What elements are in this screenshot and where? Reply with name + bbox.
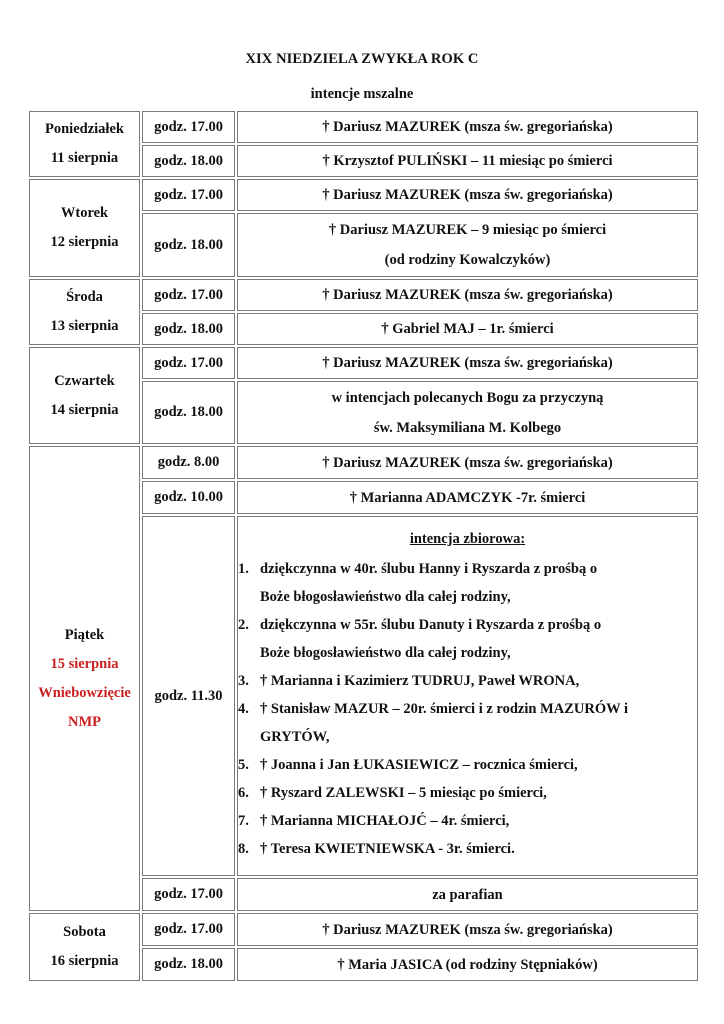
list-item: 8. † Teresa KWIETNIEWSKA - 3r. śmierci. [238,841,515,857]
list-item: 7. † Marianna MICHAŁOJĆ – 4r. śmierci, [238,813,510,829]
mass-intention [237,381,698,444]
list-item: 3. † Marianna i Kazimierz TUDRUJ, Paweł WRONA, [238,673,580,689]
day-date: 16 sierpnia [50,953,119,969]
mass-hour: godz. 17.00 [142,913,235,946]
collective-intention-list [238,555,697,863]
day-date: 12 sierpnia [50,234,119,250]
feast-name: NMP [67,713,101,730]
page-title: XIX NIEDZIELA ZWYKŁA ROK C [245,51,479,67]
day-cell [29,446,140,911]
mass-intention [237,347,698,379]
intention-line: w intencjach polecanych Bogu za przyczyną [331,389,604,406]
mass-intention [237,111,698,143]
intention-line: za parafian [432,886,503,903]
day-date: 14 sierpnia [50,401,119,418]
intention-line: † Marianna ADAMCZYK -7r. śmierci [349,489,586,506]
day-date: 11 sierpnia [50,150,119,166]
table-row [29,446,698,479]
mass-intention [237,913,698,946]
list-item: 2. dziękczynna w 55r. ślubu Danuty i Ryszarda z prośbą o Boże błogosławieństwo dla całej rodziny, [238,617,602,661]
table-row [29,111,698,143]
mass-hour: godz. 17.00 [142,347,235,379]
mass-intention [237,481,698,514]
collective-intention-title: intencja zbiorowa: [409,531,526,547]
mass-hour: godz. 10.00 [142,481,235,514]
mass-intention [237,279,698,311]
mass-intention [237,446,698,479]
mass-intention [237,179,698,211]
list-item: 4. † Stanisław MAZUR – 20r. śmierci i z rodzin MAZURÓW i GRYTÓW, [238,701,629,745]
day-cell [29,279,140,345]
day-name: Sobota [63,924,106,940]
day-date: 15 sierpnia [50,655,119,672]
list-item: 6. † Ryszard ZALEWSKI – 5 miesiąc po śmierci, [238,785,547,801]
mass-hour: godz. 8.00 [142,446,235,479]
mass-intention [237,213,698,277]
mass-hour: godz. 18.00 [142,948,235,981]
intention-line: † Dariusz MAZUREK (msza św. gregoriańska) [322,355,613,371]
intention-line: † Krzysztof PULIŃSKI – 11 miesiąc po śmierci [322,153,613,169]
day-name: Poniedziałek [45,121,124,137]
collective-intention [237,516,698,876]
table-row [29,913,698,946]
intention-line: (od rodziny Kowalczyków) [384,252,551,268]
table-row [29,279,698,311]
mass-schedule-table [27,109,700,983]
mass-hour: godz. 11.30 [142,516,235,876]
mass-hour: godz. 18.00 [142,145,235,177]
intention-line: św. Maksymiliana M. Kolbego [373,419,562,436]
mass-hour: godz. 18.00 [142,213,235,277]
mass-hour: godz. 17.00 [142,111,235,143]
day-name: Wtorek [60,205,109,221]
day-name: Środa [66,289,103,305]
intention-line: † Dariusz MAZUREK – 9 miesiąc po śmierci [328,222,607,238]
mass-hour: godz. 17.00 [142,179,235,211]
mass-intention [237,145,698,177]
list-item: 1. dziękczynna w 40r. ślubu Hanny i Ryszarda z prośbą o Boże błogosławieństwo dla całej rodziny, [238,561,598,605]
day-cell [29,913,140,981]
day-date: 13 sierpnia [50,318,119,334]
mass-intention [237,948,698,981]
day-name: Czwartek [54,372,115,389]
page-subtitle: intencje mszalne [310,86,414,102]
mass-hour: godz. 17.00 [142,279,235,311]
mass-intention [237,313,698,345]
day-cell [29,347,140,444]
table-row [29,347,698,379]
intention-line: † Gabriel MAJ – 1r. śmierci [381,321,554,337]
mass-hour: godz. 18.00 [142,313,235,345]
intention-line: † Dariusz MAZUREK (msza św. gregoriańska) [322,454,613,471]
intention-line: † Dariusz MAZUREK (msza św. gregoriańska) [322,921,613,938]
intention-line: † Dariusz MAZUREK (msza św. gregoriańska) [322,287,613,303]
mass-intention [237,878,698,911]
mass-hour: godz. 17.00 [142,878,235,911]
table-row [29,179,698,211]
intention-line: † Dariusz MAZUREK (msza św. gregoriańska) [322,187,613,203]
day-name: Piątek [64,626,105,643]
day-cell [29,111,140,177]
feast-name: Wniebowzięcie [38,684,131,701]
intention-line: † Dariusz MAZUREK (msza św. gregoriańska) [322,119,613,135]
day-cell [29,179,140,277]
list-item: 5. † Joanna i Jan ŁUKASIEWICZ – rocznica śmierci, [238,757,578,773]
mass-hour: godz. 18.00 [142,381,235,444]
intention-line: † Maria JASICA (od rodziny Stępniaków) [337,956,598,973]
